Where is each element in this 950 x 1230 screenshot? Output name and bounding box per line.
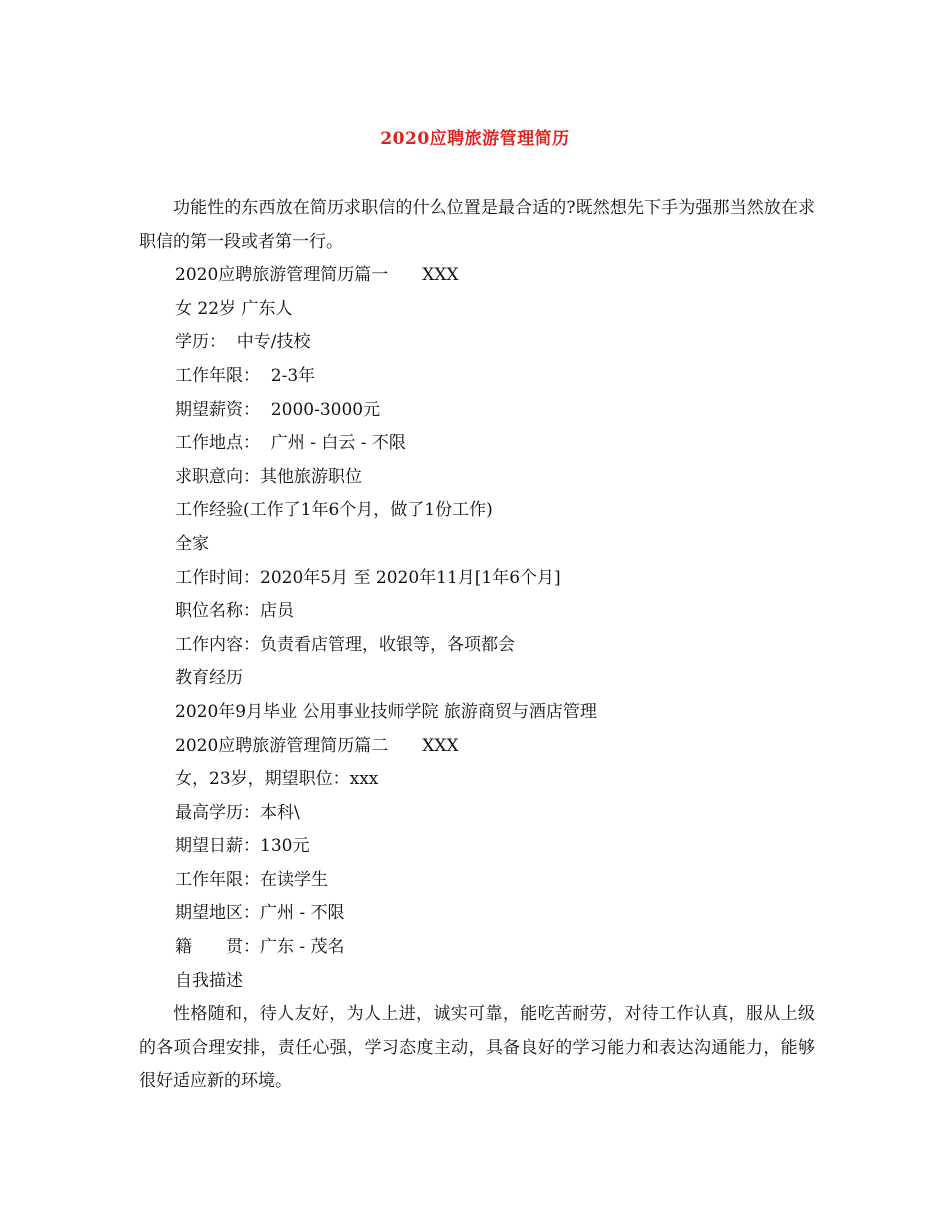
resume2-basic-info: 女，23岁，期望职位：xxx <box>175 769 379 790</box>
resume1-expected-salary: 期望薪资： 2000-3000元 <box>175 399 381 420</box>
resume2-heading: 2020应聘旅游管理简历篇二 XXX <box>175 735 459 756</box>
resume2-self-description-heading: 自我描述 <box>175 970 243 991</box>
document-title: 2020应聘旅游管理简历 <box>380 129 570 149</box>
resume2-expected-daily-pay: 期望日薪：130元 <box>175 836 310 857</box>
resume1-education-heading: 教育经历 <box>175 668 243 689</box>
resume2-highest-education: 最高学历：本科\ <box>175 802 300 823</box>
document-body <box>139 192 815 1099</box>
resume1-work-period: 工作时间：2020年5月 至 2020年11月[1年6个月] <box>175 567 561 588</box>
resume1-position-name: 职位名称：店员 <box>175 601 294 622</box>
resume1-work-years: 工作年限： 2-3年 <box>175 365 316 386</box>
resume1-heading: 2020应聘旅游管理简历篇一 XXX <box>175 265 459 286</box>
resume1-work-experience-heading: 工作经验(工作了1年6个月，做了1份工作) <box>175 500 493 521</box>
intro-paragraph: 功能性的东西放在简历求职信的什么位置是最合适的?既然想先下手为强那当然放在求职信的第一段或者第一行。 <box>139 198 815 252</box>
resume1-work-location: 工作地点： 广州 - 白云 - 不限 <box>175 433 406 454</box>
resume2-work-years: 工作年限：在读学生 <box>175 869 328 890</box>
resume2-native-place: 籍 贯：广东 - 茂名 <box>175 937 345 958</box>
resume1-education-entry: 2020年9月毕业 公用事业技师学院 旅游商贸与酒店管理 <box>175 701 597 722</box>
resume1-job-intention: 求职意向：其他旅游职位 <box>175 466 362 487</box>
resume1-basic-info: 女 22岁 广东人 <box>175 298 293 319</box>
resume1-education-level: 学历： 中专/技校 <box>175 332 311 353</box>
self-description-paragraph: 性格随和，待人友好，为人上进，诚实可靠，能吃苦耐劳，对待工作认真，服从上级的各项合理安排，责任心强，学习态度主动，具备良好的学习能力和表达沟通能力，能够很好适应新的环境。 <box>139 1004 815 1092</box>
resume1-work-content: 工作内容：负责看店管理，收银等，各项都会 <box>175 634 515 655</box>
resume2-expected-region: 期望地区：广州 - 不限 <box>175 903 345 924</box>
resume1-employer: 全家 <box>175 533 209 554</box>
